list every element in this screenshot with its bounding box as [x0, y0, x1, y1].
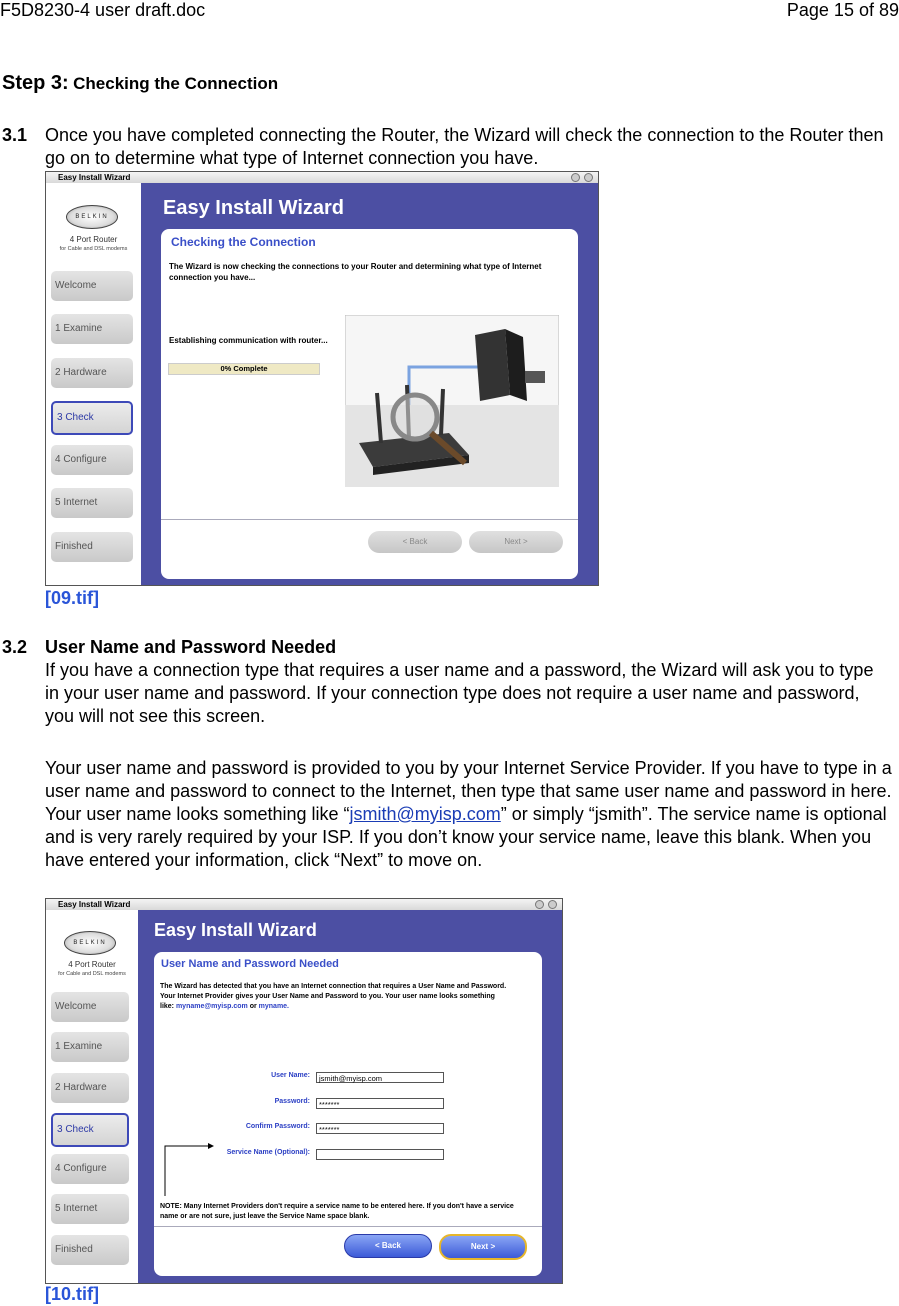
minimize-icon[interactable] — [535, 900, 544, 909]
wizard-heading: Easy Install Wizard — [163, 197, 344, 219]
wizard-screenshot-checking — [45, 171, 599, 586]
nav-hardware[interactable]: 2 Hardware — [51, 1073, 129, 1103]
wizard-screenshot-username — [45, 898, 563, 1284]
router-computer-illustration — [345, 315, 559, 487]
product-subtitle: for Cable and DSL modems — [58, 971, 126, 977]
section-3-2-paragraph-2 — [45, 757, 895, 872]
pointer-arrow-icon — [162, 1142, 214, 1198]
product-subtitle: for Cable and DSL modems — [59, 246, 128, 252]
panel-text-a: The Wizard has detected that you have an Internet connection that requires a User Name and Password. Your Internet Provider gives your User Name and Password to you. Your user name looks something like: — [160, 983, 507, 1010]
password-input[interactable]: ******* — [316, 1098, 444, 1109]
wizard-heading: Easy Install Wizard — [154, 920, 317, 940]
nav-finished[interactable]: Finished — [51, 1235, 129, 1265]
panel-text: The Wizard is now checking the connections to your Router and determining what type of Internet connection you have... — [169, 262, 542, 282]
product-name: 4 Port Router — [68, 960, 116, 969]
panel-text-or: or — [247, 1003, 259, 1010]
username-input[interactable]: jsmith@myisp.com — [316, 1072, 444, 1083]
step-title: Checking the Connection — [73, 74, 279, 93]
step-heading — [2, 72, 278, 95]
progress-label: 0% Complete — [220, 364, 268, 373]
next-button[interactable]: Next > — [469, 531, 563, 553]
panel-link-email: myname@myisp.com — [175, 1003, 248, 1010]
close-icon[interactable] — [548, 900, 557, 909]
confirm-password-label: Confirm Password: — [245, 1123, 310, 1130]
service-name-label: Service Name (Optional): — [226, 1149, 310, 1156]
back-button[interactable]: < Back — [368, 531, 462, 553]
section-3-1-text: Once you have completed connecting the Router, the Wizard will check the connection to the Router then go on to determine what type of Internet connection you have. — [45, 125, 884, 168]
password-label: Password: — [274, 1098, 310, 1105]
nav-check[interactable]: 3 Check — [51, 401, 133, 435]
window-titlebar: Easy Install Wizard — [46, 899, 562, 910]
nav-check[interactable]: 3 Check — [51, 1113, 129, 1147]
figure-caption-09: [09.tif] — [45, 588, 99, 608]
figure-caption-10: [10.tif] — [45, 1284, 99, 1304]
progress-bar — [168, 363, 320, 375]
panel-title: User Name and Password Needed — [161, 958, 339, 970]
nav-internet[interactable]: 5 Internet — [51, 1194, 129, 1224]
nav-welcome[interactable]: Welcome — [51, 992, 129, 1022]
step-label: Step 3: — [2, 72, 69, 94]
nav-examine[interactable]: 1 Examine — [51, 314, 133, 344]
paragraph-2-text-b: ” or simply “jsmith”. The service name is optional and is very rarely required by your ISP. If you don’t know your service name, leave this blank. When you have entered your information, click “Next” to move on. — [45, 804, 887, 870]
section-3-2-paragraph-1: If you have a connection type that requires a user name and a password, the Wizard will ask you to type in your user name and password. If your connection type does not require a user name and password, you will not see this screen. — [45, 660, 874, 726]
nav-configure[interactable]: 4 Configure — [51, 1154, 129, 1184]
wizard-main — [138, 910, 562, 1283]
panel-text — [160, 982, 510, 1012]
service-name-input[interactable] — [316, 1149, 444, 1160]
nav-finished[interactable]: Finished — [51, 532, 133, 562]
wizard-sidebar — [46, 910, 138, 1283]
panel-link-name: myname. — [258, 1003, 290, 1010]
section-3-1-number: 3.1 — [2, 125, 28, 145]
paragraph-2-text-a: Your user name and password is provided to you by your Internet Service Provider. If you have to type in a user name and password to connect to the Internet, then type that same user name and password in here. Your user name looks something like “ — [45, 758, 892, 824]
wizard-main — [141, 183, 598, 585]
window-titlebar: Easy Install Wizard — [46, 172, 598, 183]
username-label: User Name: — [271, 1072, 310, 1079]
note-text: NOTE: Many Internet Providers don't require a service name to be entered here. If you don't have a service name or are not sure, just leave the Service Name space blank. — [160, 1203, 514, 1220]
next-button[interactable]: Next > — [439, 1234, 527, 1260]
section-3-2-number: 3.2 — [2, 637, 28, 657]
nav-welcome[interactable]: Welcome — [51, 271, 133, 301]
section-3-2-title: User Name and Password Needed — [45, 637, 337, 657]
status-text: Establishing communication with router... — [169, 336, 328, 345]
close-icon[interactable] — [584, 173, 593, 182]
nav-internet[interactable]: 5 Internet — [51, 488, 133, 518]
nav-configure[interactable]: 4 Configure — [51, 445, 133, 475]
confirm-password-input[interactable]: ******* — [316, 1123, 444, 1134]
nav-examine[interactable]: 1 Examine — [51, 1032, 129, 1062]
belkin-logo: BELKIN — [64, 931, 116, 955]
product-name: 4 Port Router — [69, 235, 118, 244]
nav-hardware[interactable]: 2 Hardware — [51, 358, 133, 388]
wizard-panel — [154, 952, 542, 1276]
page-number: Page 15 of 89 — [786, 0, 899, 20]
document-filename: F5D8230-4 user draft.doc — [0, 0, 206, 20]
back-button[interactable]: < Back — [344, 1234, 432, 1258]
wizard-panel — [161, 229, 578, 579]
wizard-sidebar — [46, 183, 141, 585]
example-email-link[interactable]: jsmith@myisp.com — [349, 804, 501, 824]
belkin-logo: BELKIN — [66, 205, 118, 229]
panel-title: Checking the Connection — [171, 235, 316, 249]
minimize-icon[interactable] — [571, 173, 580, 182]
